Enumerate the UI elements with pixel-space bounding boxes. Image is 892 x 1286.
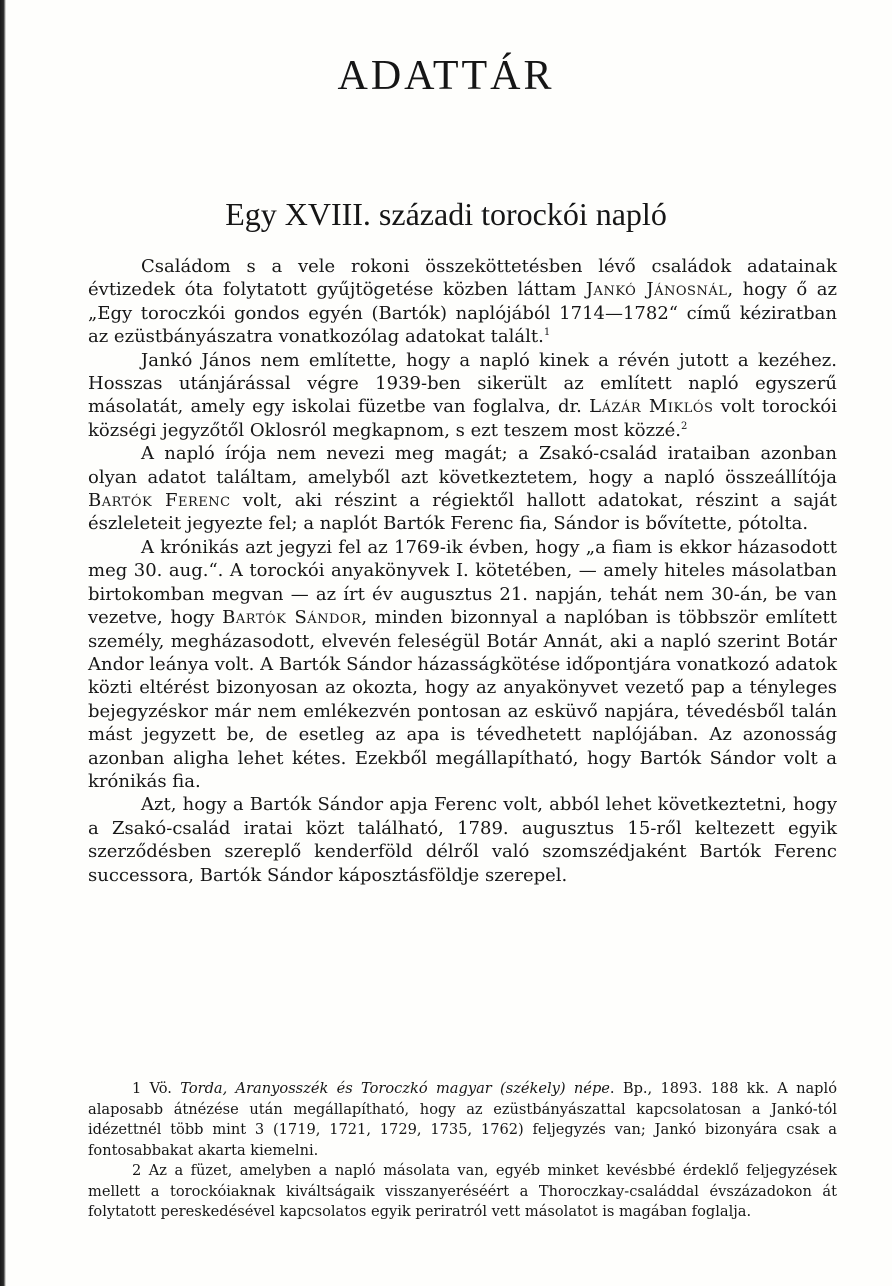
page-edge-shadow bbox=[0, 0, 6, 1286]
paragraph: Jankó János nem említette, hogy a napló kinek a révén jutott a kezéhez. Hosszas utánjárással végre 1939-ben sikerült az említett napló egyszerű másolatát, amely egy iskolai füzetbe van foglalva, dr. Lázár Miklós volt torockói községi jegyzőtől Oklosról megkapnom, s ezt teszem most közzé.$^2$ bbox=[88, 349, 838, 441]
paragraph: A napló írója nem nevezi meg magát; a Zsakó-család irataiban azonban olyan adatot találtam, amelyből azt következtetem, hogy a napló összeállítója Bartók Ferenc volt, aki részint a régiektől hallott adatokat, részint a saját észleleteit jegyezte fel; a naplót Bartók Ferenc fia, Sándor is bővítette, pótolta. bbox=[88, 443, 837, 535]
section-title: ADATTÁR bbox=[337, 53, 555, 99]
name-smallcaps: Bartók Sándor bbox=[222, 607, 362, 629]
italic-title: Torda, Aranyosszék és Toroczkó magyar (székely) népe bbox=[180, 1080, 610, 1097]
footnote: 2 Az a füzet, amelyben a napló másolata van, egyéb minket kevésbbé érdeklő feljegyzések mellett a torockóiaknak kiváltságaik visszanyeréséért a Thoroczkay-családdal évszázadokon át folytatott pereskedésével kapcsolatos egyik periratról vett másolatot is magában foglalja. bbox=[88, 1162, 837, 1220]
footnotes bbox=[88, 1079, 837, 1223]
paragraph: Családom s a vele rokoni összeköttetésben lévő családok adatainak évtizedek óta folytatott gyűjtögetése közben láttam Jankó Jánosnál, hogy ő az „Egy toroczkói gondos egyén (Bartók) naplójából 1714—1782“ című kéziratban az ezüstbányászatra vonatkozólag adatokat talált.$^1$ bbox=[88, 256, 837, 348]
article-title: Egy XVIII. századi torockói napló bbox=[225, 196, 667, 232]
name-smallcaps: Jankó Jánosnál bbox=[585, 279, 728, 301]
paragraph: Azt, hogy a Bartók Sándor apja Ferenc volt, abból lehet következtetni, hogy a Zsakó-család iratai közt található, 1789. augusztus 15-ről keltezett egyik szerződésben szereplő kenderföld délről való szomszédjaként Bartók Ferenc successora, Bartók Sándor káposztásföldje szerepel. bbox=[88, 794, 837, 886]
footnote-marker: 2 bbox=[680, 420, 688, 432]
name-smallcaps: Bartók Ferenc bbox=[88, 490, 231, 512]
paragraph: A krónikás azt jegyzi fel az 1769-ik évben, hogy „a fiam is ekkor házasodott meg 30. aug.“. A torockói anyakönyvek I. kötetében, — amely hiteles másolatban birtokomban megvan — az írt év augusztus 21. napján, tehát nem 30-án, be van vezetve, hogy Bartók Sándor, minden bizonnyal a naplóban is többször említett személy, megházasodott, elvevén feleségül Botár Annát, aki a napló szerint Botár Andor leánya volt. A Bartók Sándor házasságkötése időpontjára vonatkozó adatok közti eltérést bizonyosan az okozta, hogy az anyakönyvet vezető pap a tényleges bejegyzéskor már nem emlékezvén pontosan az esküvő napjára, tévedésből talán mást jegyzett be, de esetleg az apa is tévedhetett naplójában. Az azonosság azonban aligha lehet kétes. Ezekből megállapítható, hogy Bartók Sándor volt a krónikás fia. bbox=[88, 536, 838, 792]
article-body bbox=[88, 255, 837, 887]
footnote: 1 Vö. Torda, Aranyosszék és Toroczkó magyar (székely) népe. Bp., 1893. 188 kk. A napló alaposabb átnézése után megállapítható, hogy az ezüstbányászattal kapcsolatosan a Jankó-tól idézettnél több mint 3 (1719, 1721, 1729, 1735, 1762) feljegyzés van; Jankó bizonyára csak a fontosabbakat akarta kiemelni. bbox=[88, 1080, 837, 1159]
footnote-marker: 1 bbox=[543, 327, 551, 339]
name-smallcaps: Lázár Miklós bbox=[589, 396, 714, 418]
